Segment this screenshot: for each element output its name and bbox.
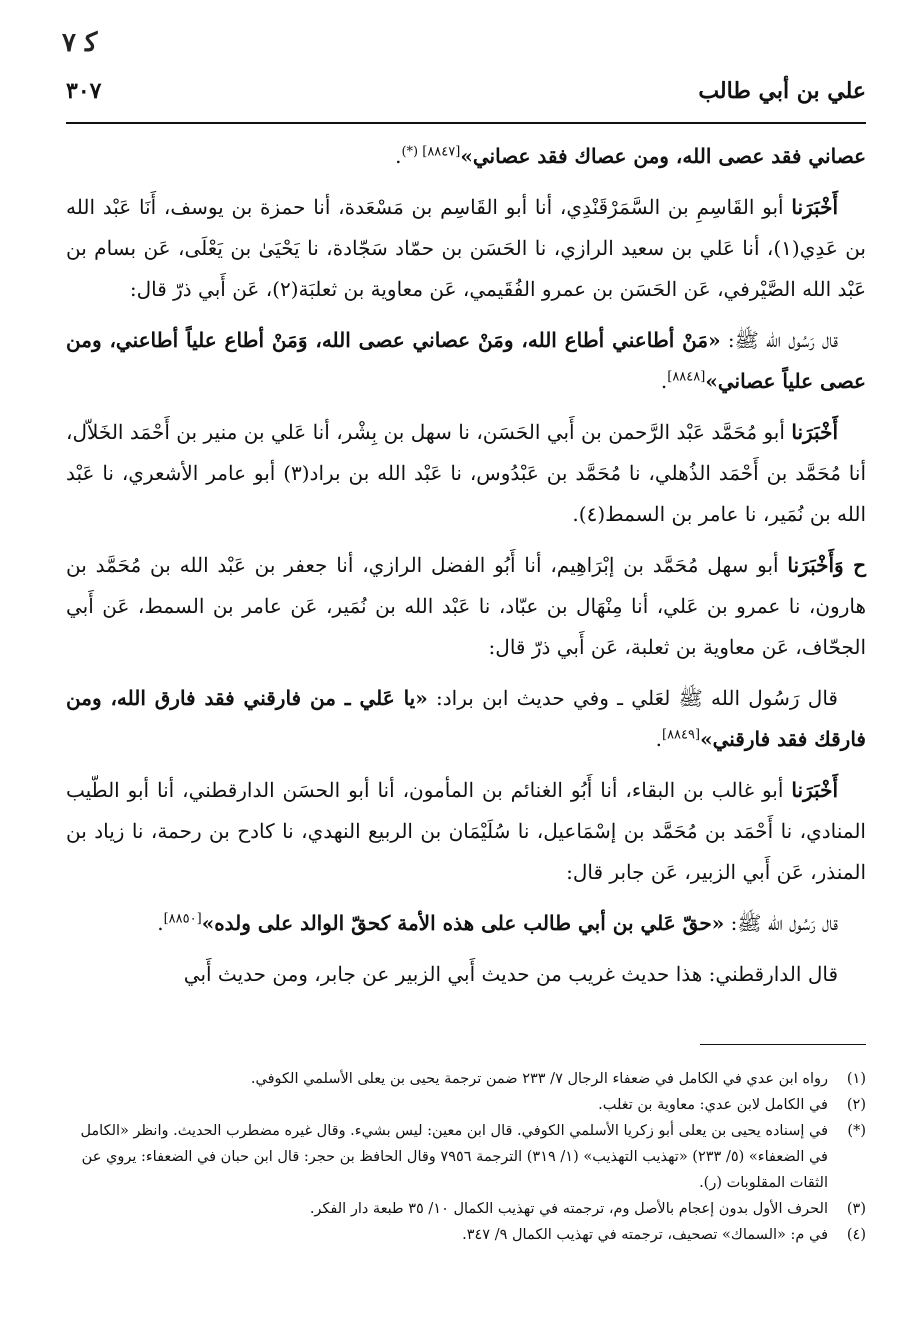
hadith-quote: عصاني فقد عصى الله، ومن عصاك فقد عصاني» xyxy=(460,144,866,168)
hadith-quote: «حقّ عَلي بن أبي طالب على هذه الأمة كحقّ الوالد على ولده» xyxy=(201,911,725,935)
page-header xyxy=(66,74,866,120)
footnote-number: (١) xyxy=(846,1071,866,1087)
paragraph-text: قال رَسُول الله ﷺ: xyxy=(724,911,838,935)
footnote xyxy=(66,1222,866,1248)
paragraph-text: أبو القَاسِمِ بن السَّمَرْقَنْدِي، أنا أبو القَاسِم بن مَسْعَدة، أنا حمزة بن يوسف، أَنَا عَبْد الله بن عَدِي(١)، أنا عَلي بن سعيد الرازي، نا الحَسَن بن حمّاد سَجّادة، نا يَحْيَىٰ بن يَعْلَى، عَن بسام بن عَبْد الله الصَّيْرفي، عَن الحَسَن بن عمرو الفُقَيمي، عَن معاوية بن ثعلبَة(٢)، عَن أَبي ذرّ قال: xyxy=(66,195,866,301)
paragraph-text: أبو سهل مُحَمَّد بن إبْرَاهِيم، أنا أَبُو الفضل الرازي، أنا جعفر بن عَبْد الله بن مُحَمَّد بن هارون، نا عمرو بن عَلي، أنا مِنْهَال بن عبّاد، نا عَبْد الله بن نُمَير، عَن عامر بن السمط، عَن أَبي الجحّاف، عَن معاوية بن ثعلبة، عَن أَبي ذرّ قال: xyxy=(66,553,866,659)
footnotes xyxy=(66,1066,866,1248)
paragraph xyxy=(66,187,866,310)
corner-mark: ﮐ ٧ xyxy=(62,28,98,58)
paragraph-text: قال الدارقطني: هذا حديث غريب من حديث أَبي الزبير عن جابر، ومن حديث أَبي xyxy=(183,962,838,986)
paragraph-text: أبو مُحَمَّد عَبْد الرَّحمن بن أَبي الحَسَن، نا سهل بن بِشْر، أنا عَلي بن منير بن أَحْمَد الخَلاّل، أنا مُحَمَّد بن أَحْمَد الذُهلي، نا مُحَمَّد بن عَبْدُوس، نا عَبْد الله بن براد(٣) أبو عامر الأشعري، نا عَبْد الله بن نُمَير، نا عامر بن السمط(٤). xyxy=(66,420,866,526)
paragraph xyxy=(66,320,866,402)
footnote xyxy=(66,1066,866,1092)
hadith-quote: «يا عَلي ـ من فارقني فقد فارق الله، ومن فارقك فقد فارقني» xyxy=(66,686,866,751)
footnote-text: في إسناده يحيى بن يعلى أبو زكريا الأسلمي الكوفي. قال ابن معين: ليس بشيء. وقال غيره مضطرب الحديث. وانظر «الكامل في الضعفاء» (٥/ ٢٣٣) «تهذيب التهذيب» (١/ ٣١٩) الترجمة ٧٩٥٦ وقال الحافظ بن حجر: قال ابن حبان في الضعفاء: يروي عن الثقات المقلوبات (ر). xyxy=(80,1123,828,1191)
running-title: علي بن أبي طالب xyxy=(698,78,866,104)
hadith-number: [٨٨٤٩] xyxy=(661,727,701,743)
paragraph-end: . xyxy=(655,727,662,751)
footnote-text: الحرف الأول بدون إعجام بالأصل وم، ترجمته في تهذيب الكمال ١٠/ ٣٥ طبعة دار الفكر. xyxy=(309,1201,828,1217)
footnote-number: (٢) xyxy=(846,1097,866,1113)
hadith-number: [٨٨٤٨] xyxy=(667,369,706,385)
hadith-number: [٨٨٥٠] xyxy=(163,911,202,927)
footnote-text: في الكامل لابن عدي: معاوية بن تغلب. xyxy=(598,1097,828,1113)
paragraph xyxy=(66,954,866,995)
main-text xyxy=(66,136,866,1005)
paragraph-end: . xyxy=(660,369,668,393)
hadith-quote: «مَنْ أطاعني أطاع الله، ومَنْ عصاني عصى الله، وَمَنْ أطاع علياً أطاعني، ومن عصى علياً عصاني» xyxy=(66,328,866,393)
paragraph-lead: أَخْبَرَنا xyxy=(791,420,838,444)
paragraph-text: قال رَسُول الله ﷺ لعَلي ـ وفي حديث ابن براد: xyxy=(427,686,838,710)
hadith-number: [٨٨٤٧] (*) xyxy=(401,144,461,160)
footnote-text: في م: «السماك» تصحيف، ترجمته في تهذيب الكمال ٩/ ٣٤٧. xyxy=(462,1227,828,1243)
paragraph-lead: أَخْبَرَنا xyxy=(791,195,838,219)
footnote-number: (٣) xyxy=(846,1201,866,1217)
paragraph xyxy=(66,678,866,760)
paragraph-text: أبو غالب بن البقاء، أنا أَبُو الغنائم بن المأمون، أنا أبو الحسَن الدارقطني، أنا أبو الطّيب المنادي، نا أَحْمَد بن مُحَمَّد بن إسْمَاعيل، نا سُلَيْمَان بن الربيع النهدي، نا كادح بن رحمة، نا زياد بن المنذر، عَن أَبي الزبير، عَن جابر قال: xyxy=(66,778,866,884)
paragraph xyxy=(66,136,866,177)
paragraph-end: . xyxy=(395,144,402,168)
page-number: ٣٠٧ xyxy=(66,78,102,104)
paragraph-lead: أَخْبَرَنا xyxy=(791,778,838,802)
footnote xyxy=(66,1196,866,1222)
header-rule xyxy=(66,122,866,124)
footnote-text: رواه ابن عدي في الكامل في ضعفاء الرجال ٧/ ٢٣٣ ضمن ترجمة يحيى بن يعلى الأسلمي الكوفي. xyxy=(250,1071,828,1087)
footnote xyxy=(66,1118,866,1196)
footnote-number: (٤) xyxy=(846,1227,866,1243)
footnote-number: (*) xyxy=(847,1123,866,1139)
footnote xyxy=(66,1092,866,1118)
footnote-rule xyxy=(700,1044,866,1045)
paragraph xyxy=(66,903,866,944)
paragraph-text: قال رَسُول الله ﷺ: xyxy=(720,328,838,352)
paragraph xyxy=(66,770,866,893)
paragraph-end: . xyxy=(157,911,164,935)
paragraph-lead: ح وَأَخْبَرَنا xyxy=(787,553,867,577)
paragraph xyxy=(66,412,866,535)
paragraph xyxy=(66,545,866,668)
